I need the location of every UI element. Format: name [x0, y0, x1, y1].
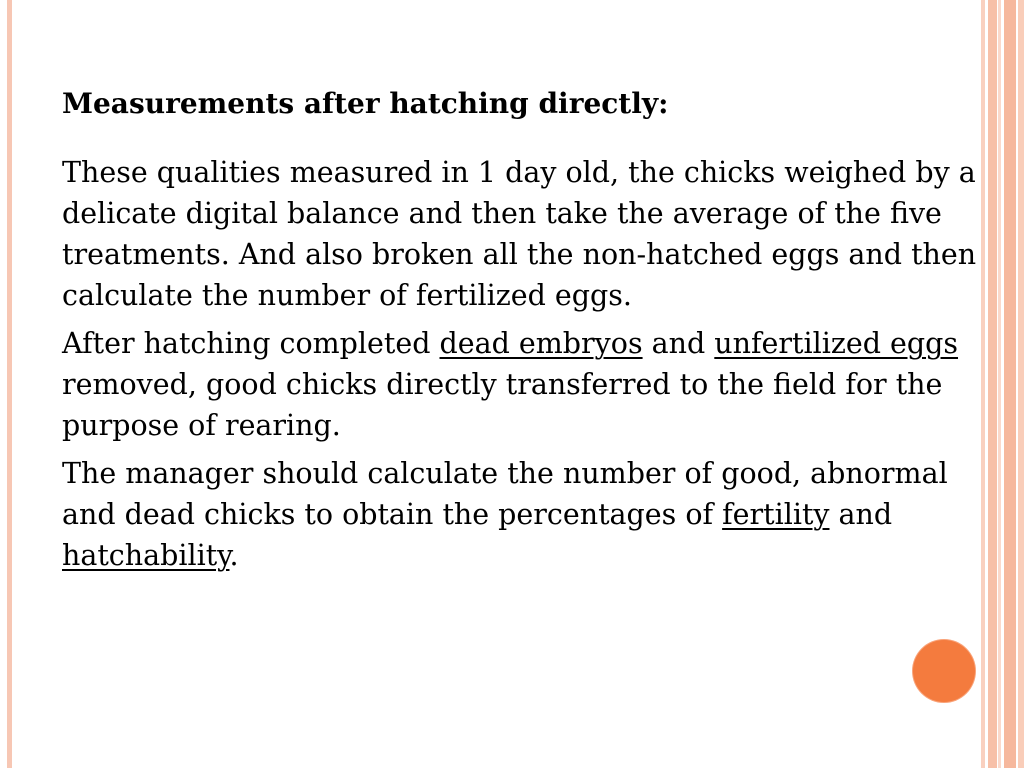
slide-content [62, 80, 982, 583]
text-segment: removed, good chicks directly transferred to the field for the purpose of rearing. [62, 368, 943, 442]
text-segment: The manager should calculate the number of good, abnormal and dead chicks to obtain the percentages of [62, 457, 948, 531]
paragraph-manager [62, 453, 982, 576]
slide-heading: Measurements after hatching directly: [62, 87, 669, 120]
text-segment: After hatching completed [62, 327, 440, 360]
unfertilized-eggs-link[interactable]: unfertilized eggs [714, 327, 959, 360]
text-segment: and [829, 498, 893, 531]
right-frame-stripe [988, 0, 997, 768]
text-segment: . [229, 539, 239, 572]
fertility-link[interactable]: fertility [722, 498, 830, 531]
paragraph-measurements: These qualities measured in 1 day old, the chicks weighed by a delicate digital balance and then take the average of the five treatments. And also broken all the non-hatched eggs and then calculate the number of fertilized eggs. [62, 156, 977, 312]
decorative-circle [913, 640, 975, 702]
paragraph-after-hatching [62, 323, 982, 446]
right-frame-stripe [1004, 0, 1016, 768]
dead-embryos-link[interactable]: dead embryos [439, 327, 643, 360]
text-segment: and [642, 327, 715, 360]
right-frame-stripe [998, 0, 1001, 768]
right-frame-stripe [1018, 0, 1024, 768]
hatchability-link[interactable]: hatchability [62, 539, 230, 572]
left-frame-stripe [7, 0, 12, 768]
